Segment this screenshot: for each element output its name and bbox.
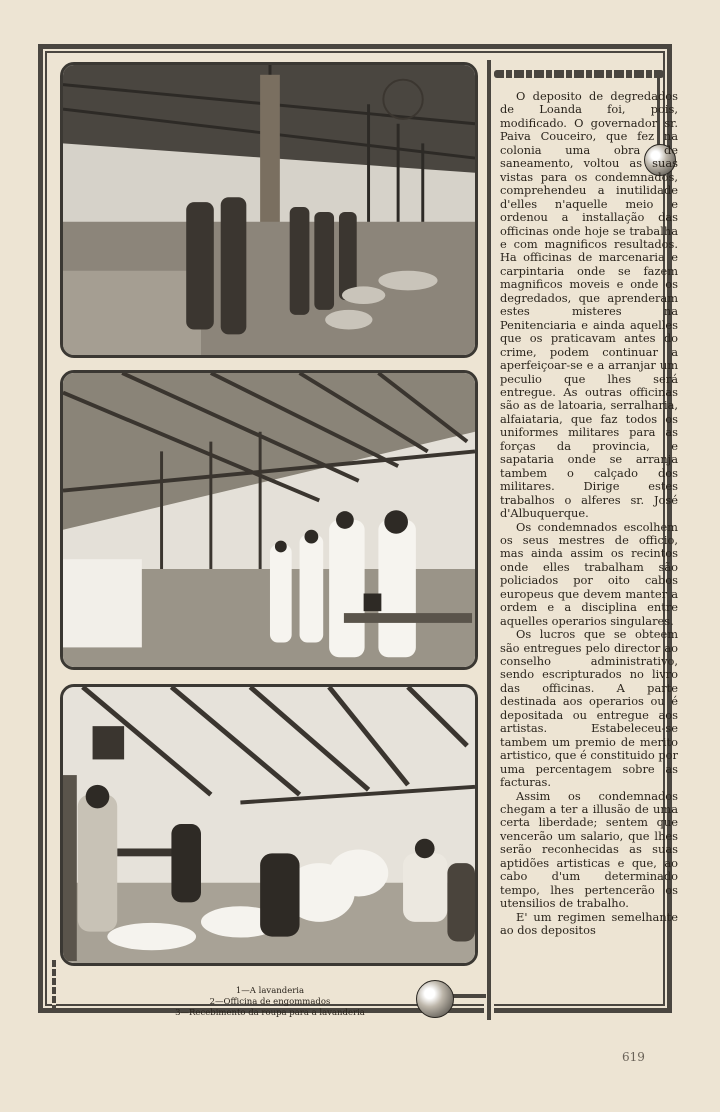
page-number: 619: [622, 1050, 645, 1064]
article-paragraph-3: Os lucros que se obteem são entregues pelo director ao conselho administrativo, sendo escripturados no livro das officinas. A parte destinada aos operarios ou é depositada ou entregue aos artistas. Estabeleceu-se tambem um premio de merito artistico, que é constituido por uma percentagem sobre as facturas.: [500, 627, 678, 790]
photo-ironing-workshop: [60, 370, 478, 670]
photo-receiving-clothes: [60, 684, 478, 966]
caption-3: 3—Recebimento da roupa para a lavanderia: [175, 1008, 365, 1018]
photo-captions: [150, 986, 390, 1019]
article-paragraph-5: E' um regimen semelhante ao dos depositos: [500, 909, 678, 938]
chain-ornament: [494, 70, 664, 78]
chain-ornament-bottom: [452, 994, 486, 998]
ball-ornament-bottom: [416, 980, 454, 1018]
caption-2: 2—Officina de engommados: [209, 997, 331, 1007]
photo-laundry: [60, 62, 478, 358]
photo-laundry-image: [63, 65, 475, 355]
photo-ironing-workshop-image: [63, 373, 475, 667]
article-column: [500, 90, 678, 938]
article-paragraph-1: O deposito de degredados de Loanda foi, pois, modificado. O governador sr. Paiva Couceiro, que fez na colonia uma obra de saneamento, voltou as suas vistas para os condemnados, comprehendeu a inutilidade d'elles n'aquelle meio e ordenou a installação das officinas onde hoje se trabalha e com magnificos resultados. Ha officinas de marcenaria e carpintaria onde se fazem magnificos moveis e onde os degredados, que aprenderam estes misteres na Penitenciaria e ainda aquelles que os praticavam antes do crime, podem continuar a aperfeiçoar-se e a arranjar um peculio que lhes será entregue. As outras officinas são as de latoaria, serralharia, alfaiataria, que faz todos os uniformes militares para as forças da provincia, e sapataria onde se arranja tambem o calçado dos militares. Dirige estes trabalhos o alferes sr. José d'Albuquerque.: [500, 89, 678, 521]
photo-receiving-clothes-image: [63, 687, 475, 963]
chain-ornament-left: [52, 960, 56, 1008]
column-divider: [484, 60, 494, 1020]
article-paragraph-4: Assim os condemnados chegam a ter a illusão de uma certa liberdade; sentem que vencerão um salario, que lhes serão reconhecidas as suas aptidões artisticas e que, ao cabo d'um determinado tempo, lhes pertencerão os utensilios de trabalho.: [500, 788, 678, 911]
caption-1: 1—A lavanderia: [235, 986, 305, 996]
article-paragraph-2: Os condemnados escolhem os seus mestres de officio, mas ainda assim os recintos onde elles trabalham são policiados por oito cabos europeus que devem manter a ordem e a disciplina entre aquelles operarios singulares.: [500, 519, 678, 628]
